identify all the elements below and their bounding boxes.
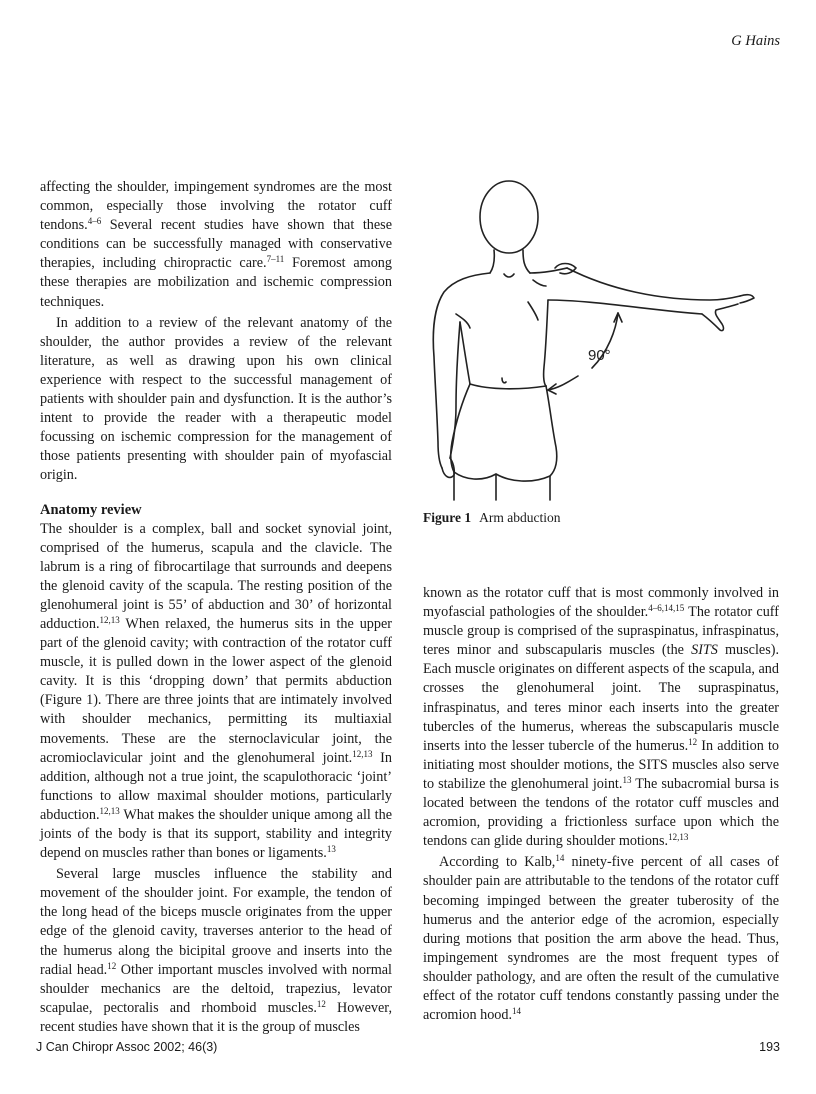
navel-mark [502,378,506,383]
shorts-left [451,384,470,472]
text-span: In addition to initiating most shoulder motions, the SITS muscles also serve to stabilize the glenohumeral joint. [423,737,779,792]
footer-journal-citation: J Can Chiropr Assoc 2002; 46(3) [36,1040,218,1054]
text-span: Other important muscles involved with normal shoulder mechanics are the deltoid, trapezius, levator scapulae, pectoralis and rhomboid muscles. [40,961,393,1016]
text-span: The shoulder is a complex, ball and socket synovial joint, comprised of the humerus, scapula and the clavicle. The labrum is a ring of fibrocartilage that surrounds and deepens the glenoid cavity of the scapula. The resting position of the glenohumeral joint is 55’ of abduction and 30’ of horizontal adduction. [40,520,392,632]
paragraph [40,178,392,312]
right-shoulder-line [530,268,567,273]
angle-arc-lower [548,376,578,390]
citation: 4–6 [87,216,102,227]
shorts-right [546,386,557,476]
citation: 12 [688,736,698,747]
left-column [40,178,392,1037]
text-span: known as the rotator cuff that is most commonly involved in myofascial pathologies of the shoulder. [423,585,779,621]
paragraph [40,865,392,1037]
waistband [470,384,546,389]
citation: 12 [316,998,326,1009]
text-emphasis: SITS [691,642,718,659]
citation: 7–11 [266,254,285,265]
text-span: Several recent studies have shown that these conditions can be successfully managed with conservative therapies, including chiropractic care. [40,217,392,272]
right-hand-top [740,295,754,303]
paragraph [40,520,392,864]
citation: 13 [326,844,336,855]
text-span: When relaxed, the humerus sits in the upper part of the glenoid cavity; with contraction of the rotator cuff muscle, it is pulled down in the lower aspect of the glenoid cavity. It is this ‘dropping down’ that permits abduction (Figure 1). There are three joints that are intimately involved with shoulder mechanics, permitting its multiaxial movements. These are the sternoclavicular joint, the acromioclavicular joint and the glenohumeral joint. [40,615,392,766]
citation: 12 [107,960,117,971]
citation: 12,13 [99,805,120,816]
text-span: The subacromial bursa is located between the tendons of the rotator cuff muscles and acromion, providing a frictionless surface upon which the tendons can glide during shoulder motions. [423,775,779,850]
text-span: Foremost among these therapies are mobilization and ischemic compression techniques. [40,255,392,310]
running-head: G Hains [731,33,780,49]
head-outline [480,181,538,253]
collar-mark [504,274,514,277]
figure-caption [423,510,560,526]
clavicle-mark [533,280,546,286]
text-span: However, recent studies have shown that it is the group of muscles [40,999,392,1035]
text-span: affecting the shoulder, impingement syndromes are the most common, especially those involving the rotator cuff tendons. [40,179,392,234]
figure-label: Figure 1 [423,510,472,525]
citation: 13 [622,774,632,785]
torso-right [544,300,548,386]
figure-arm-abduction [420,172,780,502]
text-span: In addition, although not a true joint, the scapulothoracic ‘joint’ functions to allow maximal shoulder motions, particularly abduction. [40,749,392,823]
text-span: Several large muscles influence the stability and movement of the shoulder joint. For example, the tendon of the long head of the biceps muscle originates from the upper edge of the glenoid cavity, traverses anterior to the head of the humerus along the bicipital groove and inserts into the radial head. [40,866,392,978]
citation: 12,13 [99,614,120,625]
citation: 14 [555,853,565,864]
torso-left [460,322,470,384]
text-span: ninety-five percent of all cases of shoulder pain are attributable to the tendons of the rotator cuff becoming impinged between the greater tuberosity of the humerus and the anterior edge of the acromion, especially during motions that position the arm above the head. Thus, impingement syndromes are the most frequent types of shoulder pathology, and are often the result of the cumulative effect of the rotator cuff tendons constantly passing under the acromion hood. [423,854,779,1024]
chest-left-mark [456,314,470,328]
paragraph: In addition to a review of the relevant anatomy of the shoulder, the author provides a review of the relevant literature, as well as drawing upon his own clinical experience with respect to the successful management of patients with shoulder pain and dysfunction. It is the author’s intent to provide the reader with a therapeutic model focussing on ischemic compression for the management of those patients presenting with shoulder pain of myofascial origin. [40,314,392,484]
chest-right-mark [528,302,538,320]
citation: 12,13 [668,832,689,843]
paragraph [423,584,779,851]
text-span: muscles). Each muscle originates on different aspects of the scapula, and crosses the glenohumeral joint. The supraspinatus, infraspinatus, and teres minor each inserts into the greater tubercles of the humerus, whereas the subscapularis muscle inserts into the lesser tubercle of the humerus. [423,642,780,754]
left-arm-inner [450,322,460,458]
left-arm-outer [433,273,490,468]
page-number: 193 [759,1040,780,1054]
citation: 14 [512,1006,522,1017]
neck-left [490,250,494,273]
citation: 4–6,14,15 [648,603,685,614]
text-span: The rotator cuff muscle group is comprised of the supraspinatus, infraspinatus, teres minor and subscapularis muscles (the [423,604,780,659]
text-span: What makes the shoulder unique among all the joints of the body is that its support, stability and integrity depend on muscles rather than bones or ligaments. [40,806,392,862]
shorts-hem [454,472,550,481]
right-hand-fingers [702,304,738,331]
right-arm-upper [567,268,740,300]
citation: 12,13 [352,748,373,759]
figure-caption-text: Arm abduction [479,510,561,525]
right-arm-lower [548,300,702,314]
text-span: According to Kalb, [439,854,556,871]
neck-right [523,250,530,273]
right-column [423,584,779,1025]
section-heading: Anatomy review [40,501,142,518]
angle-label: 90° [588,347,611,364]
arm-abduction-illustration [420,172,780,502]
paragraph [423,853,779,1025]
